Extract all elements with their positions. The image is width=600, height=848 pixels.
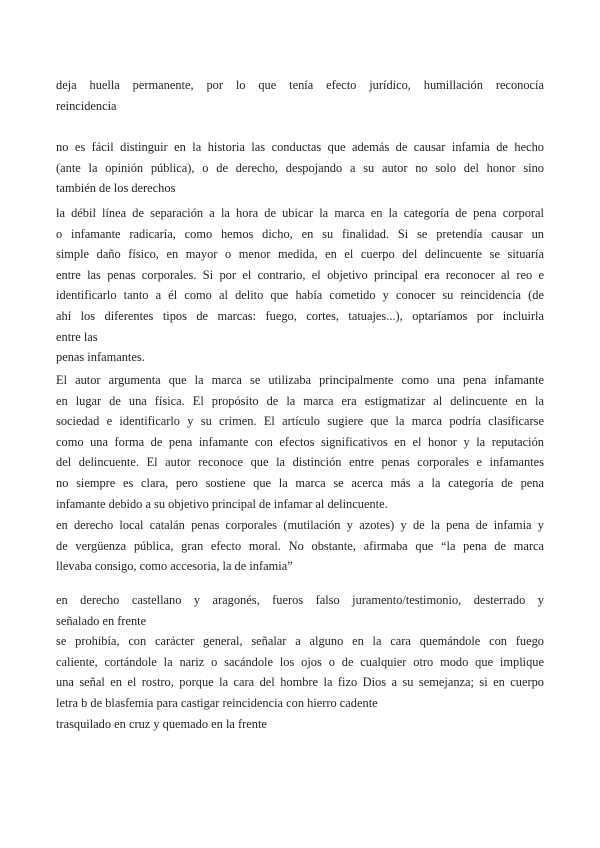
text-line: la débil línea de separación a la hora de ubicar la marca en la categoría de pena corporal (56, 206, 544, 220)
text-line: una señal en el rostro, porque la cara del hombre la fizo Dios a su semejanza; si en cuerpo (56, 675, 544, 690)
text-line: reincidencia (56, 98, 117, 113)
text-line: letra b de blasfemia para castigar reincidencia con hierro cadente (56, 695, 378, 710)
paragraph-3 (56, 203, 544, 368)
text-line: (ante la opinión pública), o de derecho, despojando a su autor no solo del honor sino (56, 160, 544, 175)
text-line: infamante debido a su objetivo principal de infamar al delincuente. (56, 496, 388, 511)
text-line: simple daño físico, en mayor o menor medida, en el cuerpo del delincuente se situaría (56, 247, 544, 262)
text-line: también de los derechos (56, 181, 176, 196)
text-line: caliente, cortándole la nariz o sacándole los ojos o de cualquier otro modo que implique (56, 654, 544, 669)
text-line: deja huella permanente, por lo que tenía efecto jurídico, humillación reconocía (56, 78, 544, 92)
paragraph-4 (56, 370, 544, 514)
text-line: como una forma de pena infamante con efectos significativos en el honor y la reputación (56, 434, 544, 449)
paragraph-2 (56, 137, 544, 199)
text-line: llevaba consigo, como accesoria, la de infamia” (56, 559, 293, 574)
text-line: penas infamantes. (56, 350, 145, 365)
text-line: El autor argumenta que la marca se utilizaba principalmente como una pena infamante (56, 373, 544, 387)
paragraph-5 (56, 515, 544, 577)
text-line: en lugar de una física. El propósito de la marca era estigmatizar al delincuente en la (56, 393, 544, 408)
text-line: identificarlo tanto a él como al delito que había cometido y conocer su reincidencia (de (56, 288, 544, 303)
text-line: trasquilado en cruz y quemado en la frente (56, 716, 267, 731)
text-line: señalado en frente (56, 613, 147, 628)
text-line: o infamante radicaría, como hemos dicho, en su finalidad. Si se pretendía causar un (56, 226, 544, 241)
text-line: en derecho castellano y aragonés, fueros falso juramento/testimonio, desterrado y (56, 593, 544, 607)
text-line: no siempre es clara, pero sostiene que la marca se acerca más a la categoría de pena (56, 475, 544, 490)
text-line: de vergüenza pública, gran efecto moral. No obstante, afirmaba que “la pena de marca (56, 538, 544, 553)
paragraph-6 (56, 590, 544, 734)
text-line: no es fácil distinguir en la historia las conductas que además de causar infamia de hecho (56, 140, 544, 154)
text-line: en derecho local catalán penas corporales (mutilación y azotes) y de la pena de infamia y (56, 518, 544, 532)
text-line: entre las (56, 329, 98, 344)
text-line: del delincuente. El autor reconoce que la distinción entre penas corporales e infamantes (56, 455, 544, 470)
text-line: ahí los diferentes tipos de marcas: fuego, cortes, tatuajes...), optaríamos por incluirla (56, 308, 544, 323)
text-line: se prohibía, con carácter general, señalar a alguno en la cara quemándole con fuego (56, 634, 544, 649)
paragraph-1 (56, 75, 544, 116)
text-line: sociedad e identificarlo y su crimen. El artículo sugiere que la marca podría clasificarse (56, 414, 544, 429)
text-line: entre las penas corporales. Si por el contrario, el objetivo principal era reconocer al reo e (56, 267, 544, 282)
